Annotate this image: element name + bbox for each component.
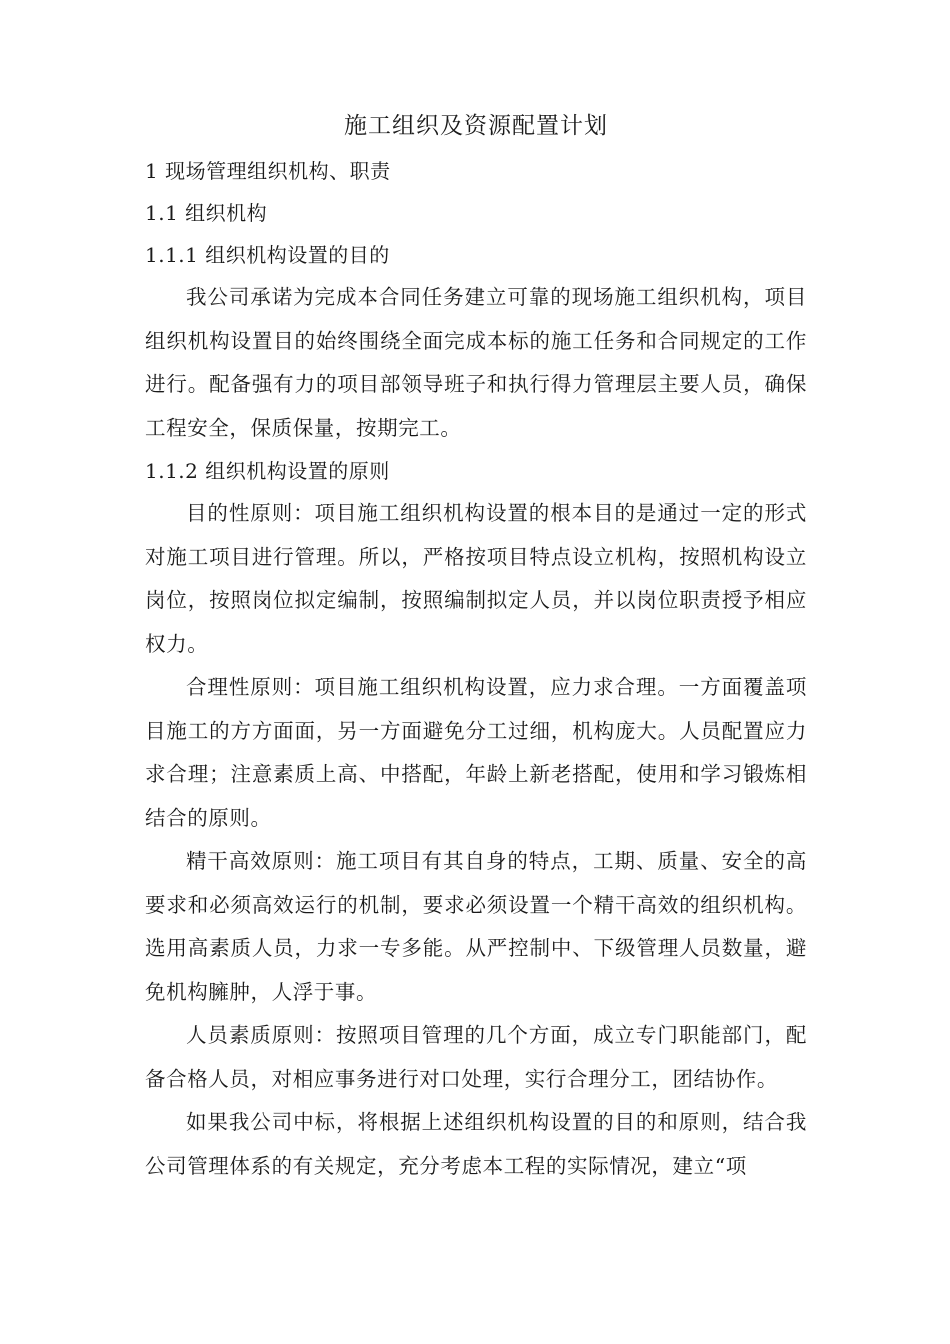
section-heading-1: 1 现场管理组织机构、职责 — [145, 159, 391, 183]
paragraph-purpose: 我公司承诺为完成本合同任务建立可靠的现场施工组织机构，项目组织机构设置目的始终围绕全面完成本标的施工任务和合同规定的工作进行。配备强有力的项目部领导班子和执行得力管理层主要人员，确保工程安全，保质保量，按期完工。 — [145, 285, 807, 440]
paragraph-rationality-principle: 合理性原则：项目施工组织机构设置，应力求合理。一方面覆盖项目施工的方方面面，另一方面避免分工过细，机构庞大。人员配置应力求合理；注意素质上高、中搭配，年龄上新老搭配，使用和学习锻炼相结合的原则。 — [145, 675, 807, 830]
section-heading-1-1-2: 1.1.2 组织机构设置的原则 — [145, 459, 390, 483]
paragraph-efficiency-principle: 精干高效原则：施工项目有其自身的特点，工期、质量、安全的高要求和必须高效运行的机制，要求必须设置一个精干高效的组织机构。选用高素质人员，力求一专多能。从严控制中、下级管理人员数量，避免机构臃肿，人浮于事。 — [145, 849, 807, 1004]
document-title: 施工组织及资源配置计划 — [344, 113, 608, 139]
paragraph-personnel-quality-principle: 人员素质原则：按照项目管理的几个方面，成立专门职能部门，配备合格人员，对相应事务进行对口处理，实行合理分工，团结协作。 — [145, 1023, 807, 1091]
paragraph-purposefulness-principle: 目的性原则：项目施工组织机构设置的根本目的是通过一定的形式对施工项目进行管理。所以，严格按项目特点设立机构，按照机构设立岗位，按照岗位拟定编制，按照编制拟定人员，并以岗位职责授予相应权力。 — [145, 501, 807, 656]
section-heading-1-1: 1.1 组织机构 — [145, 201, 268, 225]
paragraph-if-we-win-bid: 如果我公司中标，将根据上述组织机构设置的目的和原则，结合我公司管理体系的有关规定，充分考虑本工程的实际情况，建立“项 — [145, 1110, 807, 1178]
section-heading-1-1-1: 1.1.1 组织机构设置的目的 — [145, 243, 390, 267]
document-page — [145, 108, 807, 1188]
